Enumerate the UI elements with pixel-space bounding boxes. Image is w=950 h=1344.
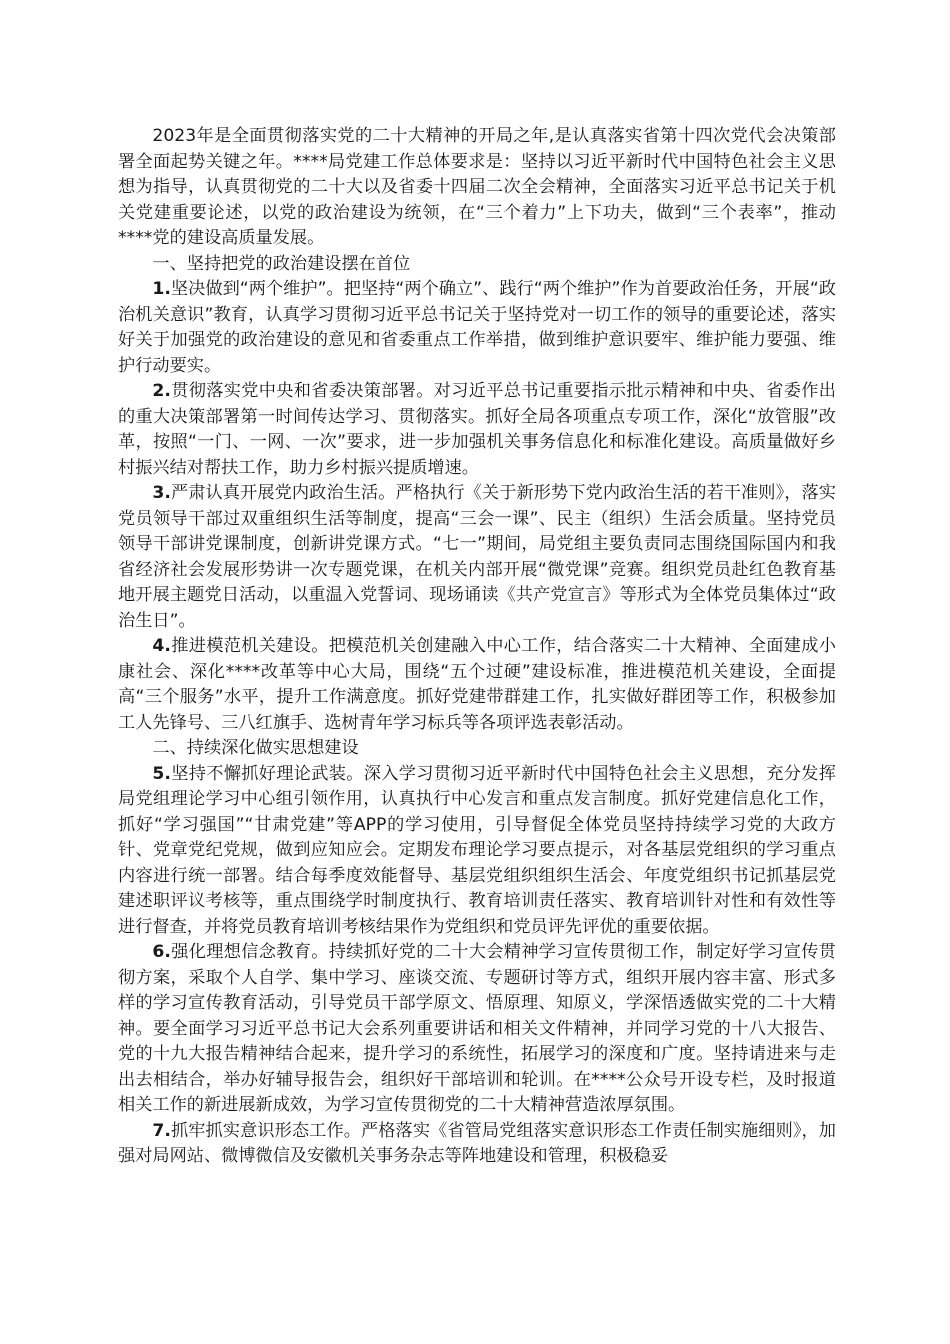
item-paragraph-4: [118, 634, 836, 736]
item-number: 7.: [152, 1120, 171, 1141]
item-number: 6.: [152, 942, 171, 962]
section-heading-text: 一、坚持把党的政治建设摆在首位: [152, 253, 411, 274]
item-number: 5.: [152, 763, 171, 784]
item-paragraph-5: [118, 762, 836, 941]
intro-text: 2023年是全面贯彻落实党的二十大精神的开局之年,是认真落实省第十四次党代会决策部署全面起势关键之年。****局党建工作总体要求是：坚持以习近平新时代中国特色社会主义思想为指导，认真贯彻党的二十大以及省委十四届二次全会精神，全面落实习近平总书记关于机关党建重要论述，以党的政治建设为统领，在“三个着力”上下功夫，做到“三个表率”，推动****党的建设高质量发展。: [118, 126, 836, 248]
intro-paragraph: [118, 124, 836, 252]
item-paragraph-6: [118, 940, 836, 1119]
item-text: 严肃认真开展党内政治生活。严格执行《关于新形势下党内政治生活的若干准则》，落实党员领导干部过双重组织生活等制度，提高“三会一课”、民主（组织）生活会质量。坚持党员领导干部讲党课制度，创新讲党课方式。“七一”期间，局党组主要负责同志围绕国际国内和我省经济社会发展形势讲一次专题党课，在机关内部开展“微党课”竞赛。组织党员赴红色教育基地开展主题党日活动，以重温入党誓词、现场诵读《共产党宣言》等形式为全体党员集体过“政治生日”。: [118, 483, 836, 631]
item-number: 2.: [152, 381, 171, 401]
item-paragraph-1: [118, 277, 836, 379]
item-paragraph-7: [118, 1119, 836, 1170]
item-number: 1.: [152, 279, 171, 299]
item-text: 贯彻落实党中央和省委决策部署。对习近平总书记重要指示批示精神和中央、省委作出的重大决策部署第一时间传达学习、贯彻落实。抓好全局各项重点专项工作，深化“放管服”改革，按照“一门、一网、一次”要求，进一步加强机关事务信息化和标准化建设。高质量做好乡村振兴结对帮扶工作，助力乡村振兴提质增速。: [118, 381, 836, 478]
item-number: 4.: [152, 636, 171, 656]
section-heading-text: 二、持续深化做实思想建设: [152, 738, 359, 758]
item-paragraph-2: [118, 379, 836, 481]
document-body: [118, 124, 836, 1170]
section-heading-1: [118, 252, 836, 278]
item-text: 坚决做到“两个维护”。把坚持“两个确立”、践行“两个维护”作为首要政治任务，开展“政治机关意识”教育，认真学习贯彻习近平总书记关于坚持党对一切工作的领导的重要论述，落实好关于加强党的政治建设的意见和省委重点工作举措，做到维护意识要牢、维护能力要强、维护行动要实。: [118, 279, 836, 376]
item-text: 坚持不懈抓好理论武装。深入学习贯彻习近平新时代中国特色社会主义思想，充分发挥局党组理论学习中心组引领作用，认真执行中心发言和重点发言制度。抓好党建信息化工作，抓好“学习强国”“甘肃党建”等APP的学习使用，引导督促全体党员坚持持续学习党的大政方针、党章党纪党规，做到应知应会。定期发布理论学习要点提示，对各基层党组织的学习重点内容进行统一部署。结合每季度效能督导、基层党组织组织生活会、年度党组织书记抓基层党建述职评议考核等，重点围绕学时制度执行、教育培训责任落实、教育培训针对性和有效性等进行督查，并将党员教育培训考核结果作为党组织和党员评先评优的重要依据。: [118, 763, 836, 937]
item-paragraph-3: [118, 481, 836, 634]
section-heading-2: [118, 736, 836, 762]
item-number: 3.: [152, 483, 171, 503]
item-text: 推进模范机关建设。把模范机关创建融入中心工作，结合落实二十大精神、全面建成小康社会、深化****改革等中心大局，围绕“五个过硬”建设标准，推进模范机关建设，全面提高“三个服务”水平，提升工作满意度。抓好党建带群建工作，扎实做好群团等工作，积极参加工人先锋号、三八红旗手、选树青年学习标兵等各项评选表彰活动。: [118, 636, 836, 733]
item-text: 强化理想信念教育。持续抓好党的二十大会精神学习宣传贯彻工作，制定好学习宣传贯彻方案，采取个人自学、集中学习、座谈交流、专题研讨等方式，组织开展内容丰富、形式多样的学习宣传教育活动，引导党员干部学原文、悟原理、知原义，学深悟透做实党的二十大精神。要全面学习习近平总书记大会系列重要讲话和相关文件精神，并同学习党的十八大报告、党的十九大报告精神结合起来，提升学习的系统性，拓展学习的深度和广度。坚持请进来与走出去相结合，举办好辅导报告会，组织好干部培训和轮训。在****公众号开设专栏，及时报道相关工作的新进展新成效，为学习宣传贯彻党的二十大精神营造浓厚氛围。: [118, 942, 836, 1115]
item-text: 抓牢抓实意识形态工作。严格落实《省管局党组落实意识形态工作责任制实施细则》，加强对局网站、微博微信及安徽机关事务杂志等阵地建设和管理，积极稳妥: [118, 1120, 836, 1166]
